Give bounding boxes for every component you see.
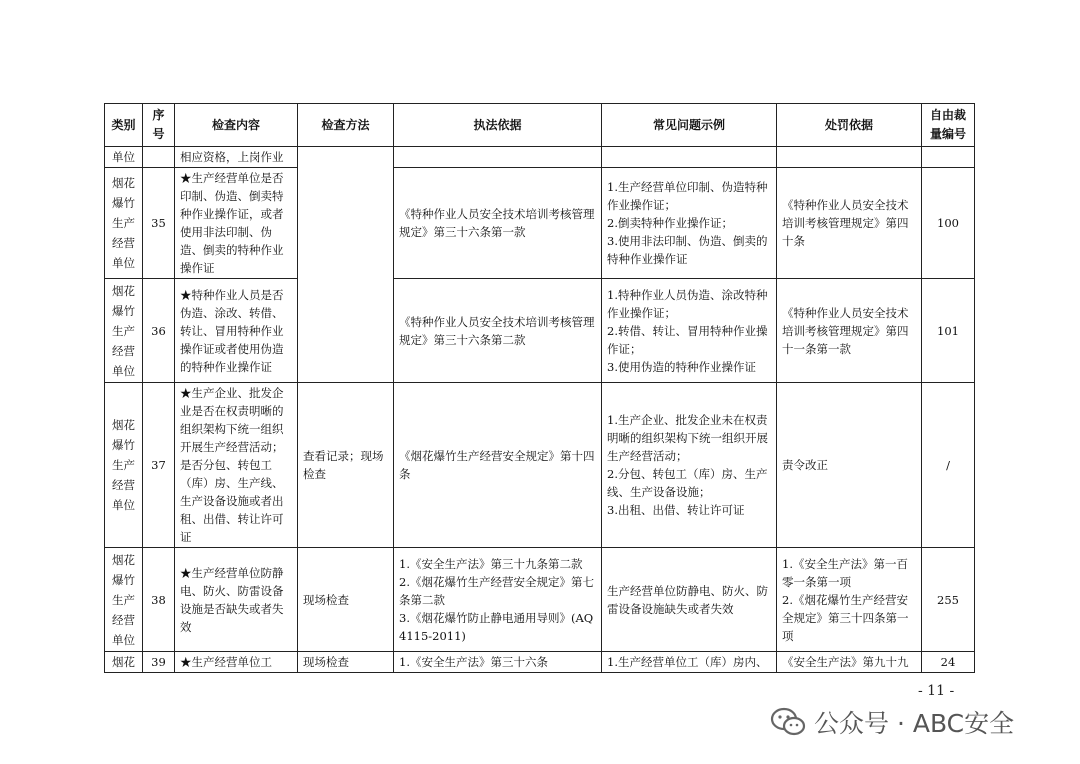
cell-category: 烟花爆竹生产经营单位 [105,548,143,652]
cell-penalty: 《安全生产法》第九十九 [777,652,922,673]
cell-code: 101 [922,279,975,383]
cell-method: 查看记录；现场检查 [298,383,394,548]
cell-code: 24 [922,652,975,673]
cell-content: ★生产企业、批发企业是否在权责明晰的组织架构下统一组织开展生产经营活动；是否分包、转包工（库）房、生产线、生产设备设施或者出租、出借、转让许可证 [175,383,298,548]
cell-seq [143,147,175,168]
cell-penalty: 《特种作业人员安全技术培训考核管理规定》第四十条 [777,168,922,279]
table-row [105,168,975,279]
cell-code: 255 [922,548,975,652]
cell-code: 100 [922,168,975,279]
cell-problems [602,383,777,548]
cell-category: 烟花爆竹生产经营单位 [105,279,143,383]
wechat-icon [770,707,806,737]
cell-content: ★特种作业人员是否伪造、涂改、转借、转让、冒用特种作业操作证或者使用伪造的特种作业操作证 [175,279,298,383]
penalty-line: 1.《安全生产法》第一百零一条第一项 [782,556,908,589]
inspection-table [104,103,975,673]
header-code: 自由裁量编号 [922,104,975,147]
cell-basis: 《烟花爆竹生产经营安全规定》第十四条 [394,383,602,548]
table-row [105,548,975,652]
cell-content: 相应资格，上岗作业 [175,147,298,168]
cell-category: 烟花 [105,652,143,673]
cell-basis: 《特种作业人员安全技术培训考核管理规定》第三十六条第二款 [394,279,602,383]
page-number: - 11 - [918,683,955,699]
cell-category: 单位 [105,147,143,168]
table-row-continuation [105,147,975,168]
cell-code: / [922,383,975,548]
problem-line: 2.转借、转让、冒用特种作业操作证； [607,323,768,356]
cell-problems [602,147,777,168]
cell-category: 烟花爆竹生产经营单位 [105,383,143,548]
basis-line: 3.《烟花爆竹防止静电通用导则》(AQ 4115-2011) [399,610,594,643]
cell-seq: 38 [143,548,175,652]
table-row [105,383,975,548]
cell-penalty [777,147,922,168]
problem-line: 3.出租、出借、转让许可证 [607,503,745,517]
cell-problems: 1.生产经营单位工（库）房内、 [602,652,777,673]
problem-line: 3.使用非法印制、伪造、倒卖的特种作业操作证 [607,234,768,266]
cell-penalty: 责令改正 [777,383,922,548]
cell-problems [602,168,777,279]
cell-problems: 生产经营单位防静电、防火、防雷设备设施缺失或者失效 [602,548,777,652]
header-penalty: 处罚依据 [777,104,922,147]
problem-line: 1.特种作业人员伪造、涂改特种作业操作证； [607,287,768,320]
cell-seq: 35 [143,168,175,279]
cell-method: 现场检查 [298,652,394,673]
header-problems: 常见问题示例 [602,104,777,147]
problem-line: 2.分包、转包工（库）房、生产线、生产设备设施； [607,467,768,499]
problem-line: 1.生产经营单位印制、伪造特种作业操作证； [607,180,768,212]
problem-line: 1.生产企业、批发企业未在权责明晰的组织架构下统一组织开展生产经营活动； [607,413,768,463]
cell-problems [602,279,777,383]
table-header-row [105,104,975,147]
cell-basis: 1.《安全生产法》第三十六条 [394,652,602,673]
cell-method: 现场检查 [298,548,394,652]
header-method: 检查方法 [298,104,394,147]
watermark-text: 公众号 · ABC安全 [814,709,1015,738]
cell-seq: 36 [143,279,175,383]
header-category: 类别 [105,104,143,147]
cell-basis [394,147,602,168]
cell-content: ★生产经营单位工 [175,652,298,673]
cell-content: ★生产经营单位防静电、防火、防雷设备设施是否缺失或者失效 [175,548,298,652]
header-content: 检查内容 [175,104,298,147]
header-basis: 执法依据 [394,104,602,147]
table-row [105,652,975,673]
cell-content: ★生产经营单位是否印制、伪造、倒卖特种作业操作证，或者使用非法印制、伪造、倒卖的特种作业操作证 [175,168,298,279]
penalty-line: 2.《烟花爆竹生产经营安全规定》第三十四条第一项 [782,592,909,643]
cell-basis: 《特种作业人员安全技术培训考核管理规定》第三十六条第一款 [394,168,602,279]
table-row [105,279,975,383]
basis-line: 2.《烟花爆竹生产经营安全规定》第七条第二款 [399,574,594,607]
cell-seq: 37 [143,383,175,548]
cell-penalty [777,548,922,652]
cell-method-merged [298,147,394,383]
basis-line: 1.《安全生产法》第三十九条第二款 [399,556,583,571]
watermark [770,704,1014,740]
cell-seq: 39 [143,652,175,673]
cell-category: 烟花爆竹生产经营单位 [105,168,143,279]
cell-basis [394,548,602,652]
problem-line: 2.倒卖特种作业操作证； [607,216,733,230]
cell-penalty: 《特种作业人员安全技术培训考核管理规定》第四十一条第一款 [777,279,922,383]
problem-line: 3.使用伪造的特种作业操作证 [607,359,756,374]
header-seq: 序号 [143,104,175,147]
cell-code [922,147,975,168]
